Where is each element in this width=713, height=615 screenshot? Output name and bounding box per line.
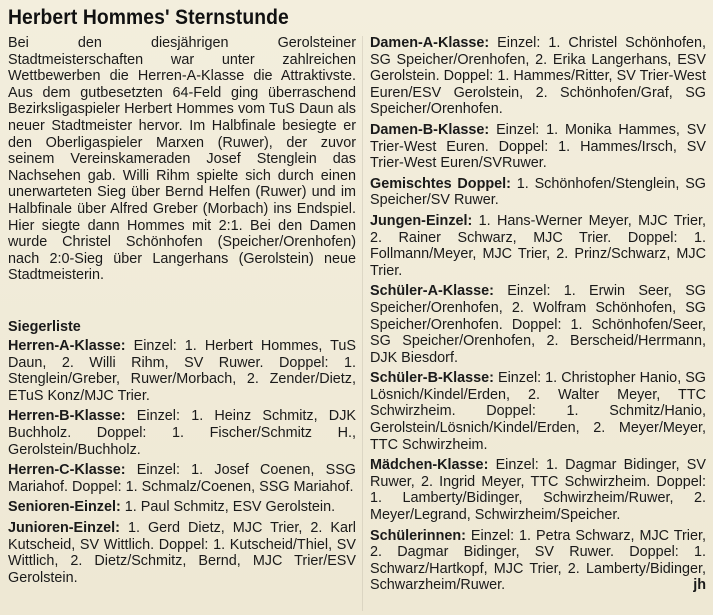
result-entry	[370, 370, 706, 453]
result-text: Einzel: 1. Dagmar Bidinger, SV Ruwer, 2. Ingrid Meyer, TTC Schwirzheim. Doppel: 1. Lamberty/Bidinger, Schwirzheim/Ruwer, 2. Meyer/Legrand, Schwirzheim/Speicher.	[370, 457, 706, 524]
result-entry	[370, 457, 706, 523]
result-entry	[370, 528, 706, 594]
article-intro: Bei den diesjährigen Gerolsteiner Stadtmeisterschaften war unter zahlreichen Wettbewerben die Herren-A-Klasse die Attraktivste. Aus dem gutbesetzten 64-Feld ging überraschend Bezirksligaspieler Herbert Hommes vom TuS Daun als neuer Stadtmeister hervor. Im Halbfinale besiegte er den Oberligaspieler Marxen (Ruwer), der zuvor seinem Vereinskameraden Josef Stenglein das Nachsehen gab. Willi Rihm spielte sich durch einen unerwarteten Sieg über Bernd Helfen (Ruwer) und im Halbfinale über Alfred Greber (Morbach) ins Endspiel. Hier siegte dann Hommes mit 2:1. Bei den Damen wurde Christel Schönhofen (Speicher/Orenhofen) nach 2:0-Sieg über Langerhans (Gerolstein) neue Stadtmeisterin.	[8, 35, 356, 284]
result-category: Gemischtes Doppel:	[370, 175, 511, 192]
result-text: Einzel: 1. Erwin Seer, SG Speicher/Orenhofen, 2. Wolfram Schönhofen, SG Speicher/Orenhofen. Doppel: 1. Schönhofen/Seer, SG Speicher/Orenhofen, 2. Berscheid/Herrmann, DJK Biesdorf.	[370, 283, 706, 366]
result-text: Einzel: 1. Heinz Schmitz, DJK Buchholz. Doppel: 1. Fischer/Schmitz H., Gerolstein/Buchholz.	[8, 408, 356, 458]
result-text: Einzel: 1. Herbert Hommes, TuS Daun, 2. Willi Rihm, SV Ruwer. Doppel: 1. Stenglein/Greber, Ruwer/Morbach, 2. Zender/Dietz, ETuS Konz/MJC Trier.	[8, 338, 356, 404]
siegerliste-heading: Siegerliste	[8, 319, 81, 335]
result-category: Herren-B-Klasse:	[8, 408, 126, 425]
result-category: Schülerinnen:	[370, 527, 466, 544]
result-text: 1. Schönhofen/Stenglein, SG Speicher/SV Ruwer.	[370, 175, 706, 209]
result-text: Einzel: 1. Christopher Hanio, SG Lösnich/Kindel/Erden, 2. Walter Meyer, TTC Schwirzheim. Doppel: 1. Schmitz/Hanio, Gerolstein/Lösnich/Kindel/Erden, 2. Meyer/Meyer, TTC Schwirzheim.	[370, 370, 706, 453]
result-entry	[370, 35, 706, 118]
result-category: Junioren-Einzel:	[8, 519, 120, 536]
result-entry	[8, 462, 356, 495]
result-text: Einzel: 1. Monika Hammes, SV Trier-West Euren. Doppel: 1. Hammes/Irsch, SV Trier-West Euren/SVRuwer.	[370, 121, 706, 172]
result-category: Mädchen-Klasse:	[370, 457, 489, 474]
result-category: Damen-B-Klasse:	[370, 121, 490, 138]
result-category: Damen-A-Klasse:	[370, 35, 490, 51]
result-entry	[8, 520, 356, 586]
column-divider	[362, 36, 363, 611]
result-category: Schüler-B-Klasse:	[370, 370, 494, 387]
result-text: 1. Paul Schmitz, ESV Gerolstein.	[120, 499, 336, 516]
result-entry	[370, 122, 706, 172]
result-entry	[370, 213, 706, 279]
result-entry	[8, 338, 356, 404]
result-text: Einzel: 1. Christel Schönhofen, SG Speicher/Orenhofen, 2. Erika Langerhans, ESV Gerolstein. Doppel: 1. Hammes/Ritter, SV Trier-West Euren/ESV Gerolstein, 2. Schönhofen/Graf, SG Speicher/Orenhofen.	[370, 35, 706, 118]
result-category: Schüler-A-Klasse:	[370, 283, 494, 300]
result-text: 1. Hans-Werner Meyer, MJC Trier, 2. Rainer Schwarz, MJC Trier. Doppel: 1. Follmann/Meyer, MJC Trier, 2. Prinz/Schwarz, MJC Trier.	[370, 212, 706, 279]
result-category: Jungen-Einzel:	[370, 212, 473, 229]
result-text: Einzel: 1. Petra Schwarz, MJC Trier, 2. Dagmar Bidinger, SV Ruwer. Doppel: 1. Schwarz/Hartkopf, MJC Trier, 2. Lamberty/Bidinger, Schwarzheim/Ruwer.	[370, 527, 706, 594]
result-entry	[8, 499, 356, 516]
article-headline: Herbert Hommes' Sternstunde	[8, 6, 289, 29]
result-text: Einzel: 1. Josef Coenen, SSG Mariahof. Doppel: 1. Schmalz/Coenen, SSG Mariahof.	[8, 462, 356, 495]
result-category: Herren-C-Klasse:	[8, 462, 126, 479]
result-text: 1. Gerd Dietz, MJC Trier, 2. Karl Kutscheid, SV Wittlich. Doppel: 1. Kutscheid/Thiel, SV Wittlich, 2. Dietz/Schmitz, Bernd, MJC Trier/ESV Gerolstein.	[8, 519, 356, 586]
result-entry	[8, 408, 356, 458]
left-results-column	[8, 338, 356, 590]
result-category: Herren-A-Klasse:	[8, 338, 126, 354]
result-category: Senioren-Einzel:	[8, 499, 121, 516]
right-results-column	[370, 35, 706, 598]
author-signature: jh	[693, 577, 706, 594]
result-entry	[370, 176, 706, 209]
result-entry	[370, 283, 706, 366]
